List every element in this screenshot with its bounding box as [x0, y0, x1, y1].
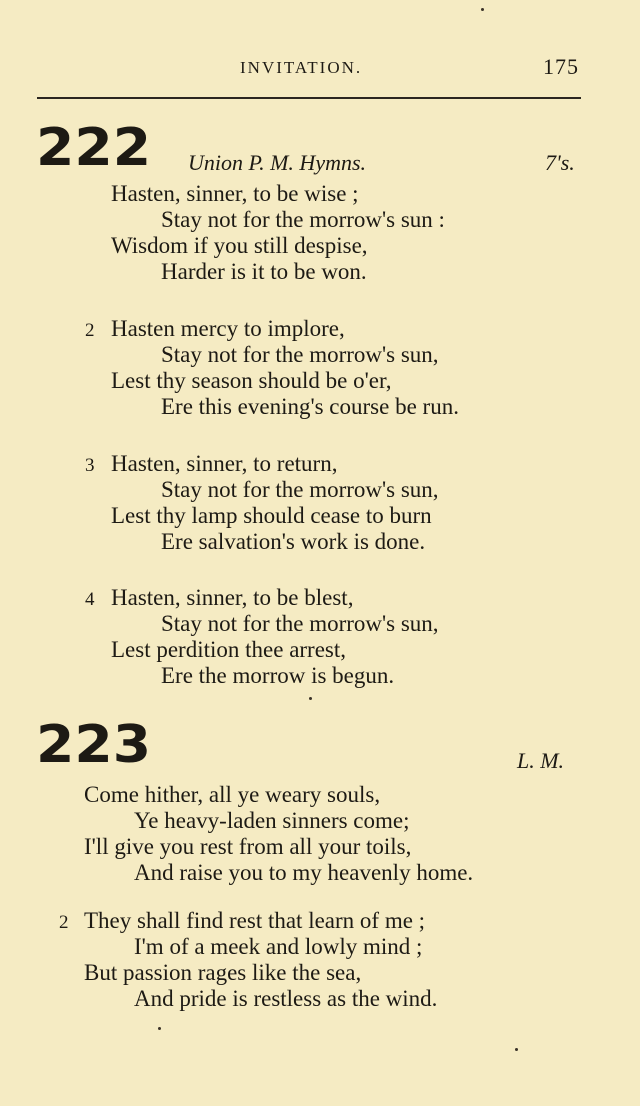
verse-line: Stay not for the morrow's sun, — [161, 611, 439, 636]
hymn-number: 222 — [36, 118, 152, 178]
verse-line: But passion rages like the sea, — [84, 960, 362, 985]
print-speck — [309, 697, 312, 700]
verse-line: Hasten mercy to implore, — [111, 316, 345, 341]
verse-line: Lest perdition thee arrest, — [111, 637, 347, 662]
verse-line: I'm of a meek and lowly mind ; — [134, 934, 423, 959]
verse-line: Ere the morrow is begun. — [161, 663, 395, 688]
print-speck — [515, 1048, 518, 1051]
verse-line: I'll give you rest from all your toils, — [84, 834, 412, 859]
verse-line: Stay not for the morrow's sun, — [161, 477, 439, 502]
running-head — [0, 54, 640, 88]
hymn-source: Union P. M. Hymns. — [188, 150, 367, 175]
page-number: 175 — [543, 54, 579, 79]
verse-line: Hasten, sinner, to be wise ; — [111, 181, 359, 206]
verse-line: Hasten, sinner, to return, — [111, 451, 338, 476]
hymn-number: 223 — [36, 715, 152, 775]
stanza-number: 3 — [85, 455, 95, 476]
hymn-meter: L. M. — [517, 748, 565, 773]
stanza-number: 2 — [85, 320, 95, 341]
verse-line: Ere this evening's course be run. — [161, 394, 459, 419]
verse-line: Wisdom if you still despise, — [111, 233, 368, 258]
verse-line: And pride is restless as the wind. — [134, 986, 438, 1011]
verse-line: Stay not for the morrow's sun, — [161, 342, 439, 367]
print-speck — [158, 1027, 161, 1030]
verse-line: Hasten, sinner, to be blest, — [111, 585, 354, 610]
hymn-meter: 7's. — [545, 150, 575, 175]
print-speck — [481, 8, 484, 11]
verse-line: And raise you to my heavenly home. — [134, 860, 474, 885]
stanza-number: 4 — [85, 589, 95, 610]
verse-line: Stay not for the morrow's sun : — [161, 207, 445, 232]
verse-line: Ye heavy-laden sinners come; — [134, 808, 410, 833]
running-title: INVITATION. — [240, 58, 363, 77]
stanza-number: 2 — [59, 912, 69, 933]
header-rule — [37, 97, 581, 99]
verse-line: Come hither, all ye weary souls, — [84, 782, 381, 807]
verse-line: Lest thy season should be o'er, — [111, 368, 392, 393]
verse-line: They shall find rest that learn of me ; — [84, 908, 426, 933]
verse-line: Harder is it to be won. — [161, 259, 367, 284]
verse-line: Lest thy lamp should cease to burn — [111, 503, 432, 528]
verse-line: Ere salvation's work is done. — [161, 529, 426, 554]
